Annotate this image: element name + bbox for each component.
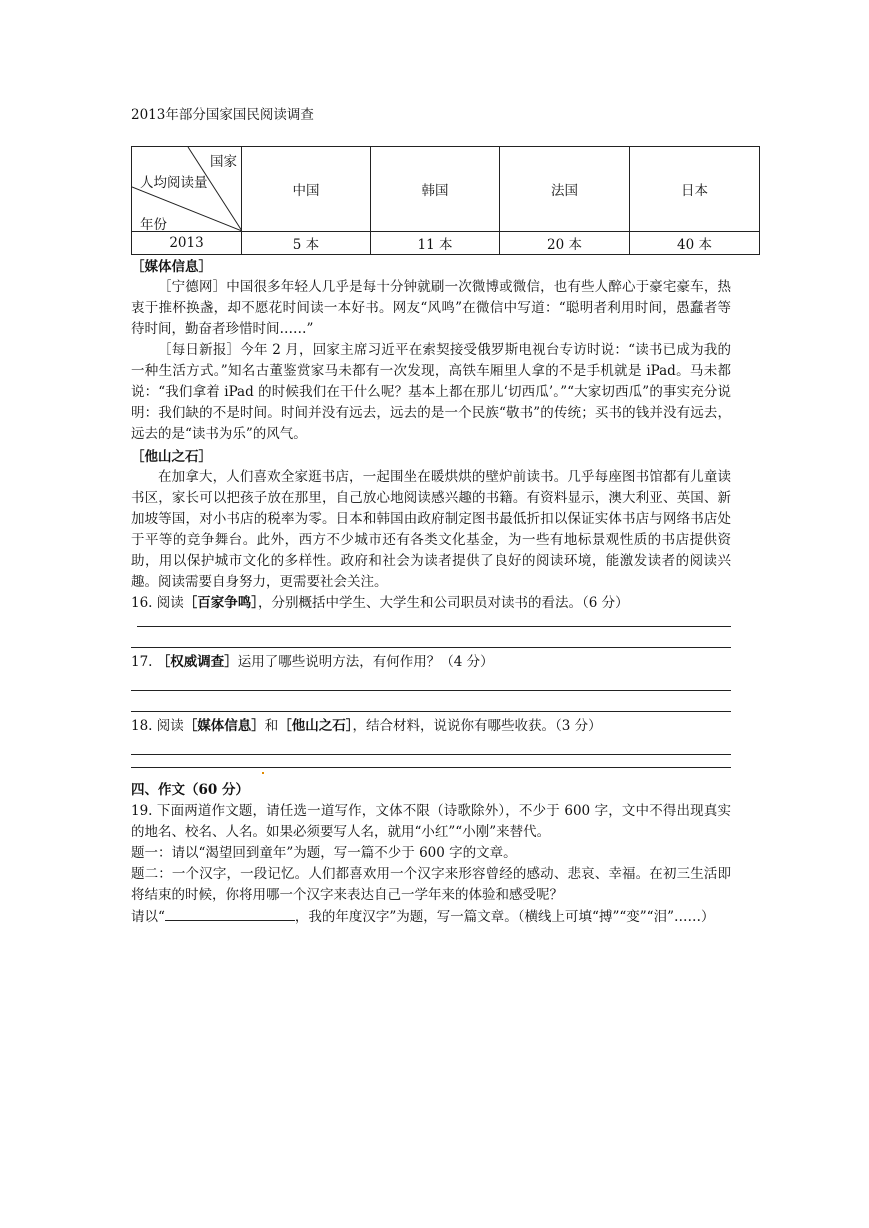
question-18 [131, 716, 731, 740]
question-keyword: ［权威调查］ [156, 654, 238, 670]
stray-mark [262, 772, 264, 774]
other-mountain-heading: ［他山之石］ [131, 449, 212, 465]
fill-in-blank[interactable] [165, 906, 295, 921]
header-country: 中国 [242, 147, 371, 232]
document-content [131, 104, 731, 928]
essay-topic-1: 题一：请以“渴望回到童年”为题，写一篇不少于 600 字的文章。 [131, 845, 517, 861]
table-title: 2013年部分国家国民阅读调查 [131, 107, 314, 123]
table-row [132, 232, 760, 255]
essay-topic-2: 题二：一个汉字，一段记忆。人们都喜欢用一个汉字来形容曾经的感动、悲哀、幸福。在初三生活即将结束的时候，你将用哪一个汉字来表达自己一学年来的体验和感受呢？ [131, 866, 731, 903]
essay-section-heading: 四、作文（60 分） [131, 782, 249, 798]
question-text: 17. [131, 654, 157, 670]
header-country: 法国 [500, 147, 630, 232]
question-text: ，结合材料，说说你有哪些收获。（3 分） [352, 718, 602, 734]
header-country: 日本 [630, 147, 760, 232]
media-paragraph: ［每日新报］今年 2 月，回家主席习近平在索契接受俄罗斯电视台专访时说：“读书已成为我的一种生活方式。”知名古董鉴赏家马未都有一次发现，高铁车厢里人拿的不是手机就是 iPad。马未都说：“我们拿着 iPad 的时候我们在干什么呢？基本上都在那儿‘切西瓜’。”“大家切西瓜”的事实充分说明：我们缺的不是时间。时间并没有远去，远去的是一个民族“敬书”的传统；买书的钱并没有远去，远去的是“读书为乐”的风气。 [131, 342, 731, 442]
question-text: 和 [264, 718, 279, 734]
table-cell: 20 本 [500, 232, 630, 255]
other-mountain-paragraph: 在加拿大，人们喜欢全家逛书店，一起围坐在暖烘烘的壁炉前读书。几乎每座图书馆都有儿童读书区，家长可以把孩子放在那里，自己放心地阅读感兴趣的书籍。有资料显示，澳大利亚、英国、新加坡等国，对小书店的税率为零。日本和韩国由政府制定图书最低折扣以保证实体书店与网络书店处于平等的竞争舞台。此外，西方不少城市还有各类文化基金，为一些有地标景观性质的书店提供资助，用以保护城市文化的多样性。政府和社会为读者提供了良好的阅读环境，能激发读者的阅读兴趣。阅读需要自身努力，更需要社会关注。 [131, 469, 731, 590]
question-19: 19. 下面两道作文题，请任选一道写作，文体不限（诗歌除外），不少于 600 字，文中不得出现真实的地名、校名、人名。如果必须要写人名，就用“小红”“小刚”来替代。 [131, 803, 731, 840]
header-country: 韩国 [371, 147, 500, 232]
question-keyword: ［百家争鸣］ [183, 595, 259, 611]
question-keyword: ［他山之石］ [278, 718, 353, 734]
question-17 [131, 652, 731, 676]
table-cell: 11 本 [371, 232, 500, 255]
question-text: 运用了哪些说明方法，有何作用？（4 分） [237, 654, 494, 670]
question-text: ，分别概括中学生、大学生和公司职员对读书的看法。（6 分） [258, 595, 629, 611]
table-cell: 40 本 [630, 232, 760, 255]
table-header-row [132, 147, 760, 232]
reading-survey-table [131, 146, 760, 255]
essay-topic-3 [131, 906, 731, 928]
header-country-label: 国家 [210, 154, 237, 170]
row-year: 2013 [132, 232, 242, 255]
table-cell: 5 本 [242, 232, 371, 255]
header-reading-label: 人均阅读量 [140, 175, 208, 191]
topic-text: 请以“ [131, 909, 165, 925]
topic-text: ，我的年度汉字”为题，写一篇文章。（横线上可填“搏”“变”“泪”……） [294, 909, 715, 925]
question-text: 18. 阅读 [131, 718, 184, 734]
question-text: 16. 阅读 [131, 595, 184, 611]
question-16 [131, 593, 731, 617]
diagonal-header-cell [132, 147, 242, 232]
question-keyword: ［媒体信息］ [183, 718, 265, 734]
header-year-label: 年份 [140, 217, 167, 233]
media-paragraph: ［宁德网］中国很多年轻人几乎是每十分钟就刷一次微博或微信，也有些人醉心于豪宅豪车，热衷于推杯换盏，却不愿花时间读一本好书。网友“风鸣”在微信中写道：“聪明者利用时间，愚蠢者等待时间，勤奋者珍惜时间……” [131, 279, 731, 337]
media-info-heading: ［媒体信息］ [131, 259, 212, 275]
